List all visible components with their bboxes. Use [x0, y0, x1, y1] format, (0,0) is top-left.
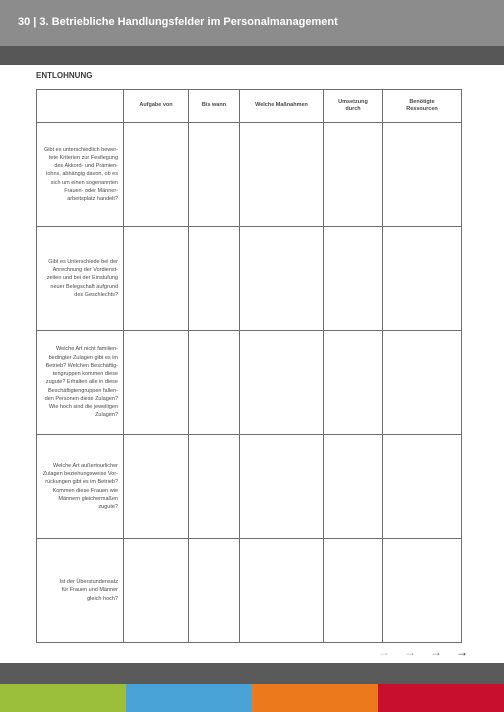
column-header-question — [37, 90, 124, 123]
column-header-massnahmen: Welche Maßnahmen — [240, 90, 324, 123]
umsetzung-cell[interactable] — [324, 227, 383, 331]
aufgabe-von-cell[interactable] — [124, 123, 189, 227]
table-row — [37, 123, 462, 227]
question-cell: Gibt es unterschiedlich bewer- tete Kriterien zur Festlegung des Akkord- und Prämien- lohns, abhängig davon, ob es sich um einen sogenannten Frauen- oder Männer- arbeitsplatz handelt? — [37, 123, 124, 227]
aufgabe-von-cell[interactable] — [124, 227, 189, 331]
column-header-aufgabe-von: Aufgabe von — [124, 90, 189, 123]
header-sub-bar — [0, 46, 504, 65]
page-title: 30 | 3. Betriebliche Handlungsfelder im Personalmanagement — [18, 16, 338, 28]
column-header-bis-wann: Bis wann — [189, 90, 240, 123]
umsetzung-cell[interactable] — [324, 123, 383, 227]
aufgabe-von-cell[interactable] — [124, 539, 189, 643]
bis-wann-cell[interactable] — [189, 331, 240, 435]
ressourcen-cell[interactable] — [383, 227, 462, 331]
massnahmen-cell[interactable] — [240, 227, 324, 331]
massnahmen-cell[interactable] — [240, 123, 324, 227]
section-heading: ENTLOHNUNG — [36, 71, 93, 80]
stripe-blue — [126, 684, 252, 712]
page-navigation-arrows — [378, 645, 468, 659]
ressourcen-cell[interactable] — [383, 123, 462, 227]
massnahmen-cell[interactable] — [240, 539, 324, 643]
header-bar — [0, 0, 504, 46]
arrow-right-icon[interactable]: → — [456, 645, 468, 659]
massnahmen-cell[interactable] — [240, 435, 324, 539]
stripe-orange — [252, 684, 378, 712]
footer-color-stripes — [0, 684, 504, 712]
question-cell: Ist der Überstundensatz für Frauen und Männer gleich hoch? — [37, 539, 124, 643]
table-header-row — [37, 90, 462, 123]
question-cell: Gibt es Unterschiede bei der Anrechnung der Vordienst- zeiten und bei der Einstufung neuer Belegschaft aufgrund des Geschlechts? — [37, 227, 124, 331]
stripe-red — [378, 684, 504, 712]
umsetzung-cell[interactable] — [324, 435, 383, 539]
action-plan-table — [36, 89, 462, 643]
column-header-ressourcen: Benötigte Ressourcen — [383, 90, 462, 123]
table-row — [37, 331, 462, 435]
aufgabe-von-cell[interactable] — [124, 435, 189, 539]
arrow-right-icon[interactable]: → — [404, 645, 416, 659]
umsetzung-cell[interactable] — [324, 539, 383, 643]
umsetzung-cell[interactable] — [324, 331, 383, 435]
ressourcen-cell[interactable] — [383, 331, 462, 435]
table-row — [37, 227, 462, 331]
table-row — [37, 539, 462, 643]
aufgabe-von-cell[interactable] — [124, 331, 189, 435]
bis-wann-cell[interactable] — [189, 435, 240, 539]
bis-wann-cell[interactable] — [189, 227, 240, 331]
arrow-right-icon[interactable]: → — [430, 645, 442, 659]
ressourcen-cell[interactable] — [383, 539, 462, 643]
ressourcen-cell[interactable] — [383, 435, 462, 539]
question-cell: Welche Art nicht familien- bedingter Zulagen gibt es im Betrieb? Welchen Beschäftig- tengruppen kommen diese zugute? Erhalten alle in diese Beschäftigtengruppen fallen- den Personen diese Zulagen? Wie hoch sind die jeweiligen Zulagen? — [37, 331, 124, 435]
arrow-right-icon[interactable]: → — [378, 645, 390, 659]
massnahmen-cell[interactable] — [240, 331, 324, 435]
footer-bar — [0, 663, 504, 684]
column-header-umsetzung: Umsetzung durch — [324, 90, 383, 123]
question-cell: Welche Art außertourlicher Zulagen beziehungsweise Vor- rückungen gibt es im Betrieb? Kommen diese Frauen wie Männern gleichermaßen zugute? — [37, 435, 124, 539]
table-row — [37, 435, 462, 539]
bis-wann-cell[interactable] — [189, 539, 240, 643]
bis-wann-cell[interactable] — [189, 123, 240, 227]
stripe-green — [0, 684, 126, 712]
